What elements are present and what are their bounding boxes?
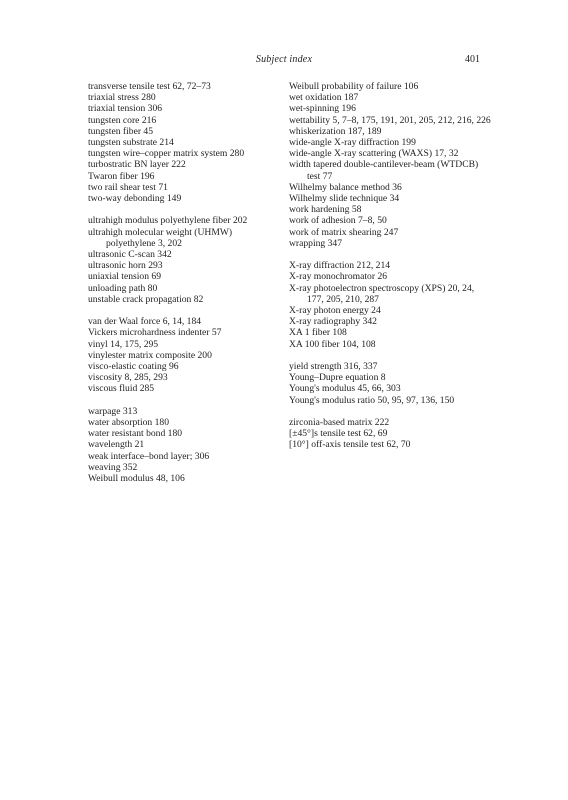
index-column-left — [88, 81, 288, 484]
index-entry: work of matrix shearing 247 — [289, 226, 399, 238]
index-entry: vinylester matrix composite 200 — [88, 349, 212, 361]
index-entry: work hardening 58 — [289, 204, 362, 216]
index-entry: XA 100 fiber 104, 108 — [289, 338, 376, 350]
index-entry: X-ray radiography 342 — [289, 316, 377, 328]
index-entry: tungsten fiber 45 — [88, 125, 154, 137]
index-entry: uniaxial tension 69 — [88, 271, 162, 283]
group-gap — [289, 249, 494, 260]
index-entry: Twaron fiber 196 — [88, 170, 155, 182]
index-entry: transverse tensile test 62, 72–73 — [88, 81, 211, 92]
index-entry: warpage 313 — [88, 405, 138, 417]
page-header — [88, 54, 480, 70]
index-entry: width tapered double-cantilever-beam (WTDCB) test 77 — [289, 159, 479, 182]
index-entry: water absorption 180 — [88, 417, 169, 429]
index-entry: yield strength 316, 337 — [289, 361, 378, 373]
index-entry: Wilhelmy balance method 36 — [289, 181, 402, 193]
index-entry: vinyl 14, 175, 295 — [88, 338, 159, 350]
index-entry: Vickers microhardness indenter 57 — [88, 327, 222, 339]
index-entry: turbostratic BN layer 222 — [88, 159, 186, 171]
index-entry: [10°] off-axis tensile test 62, 70 — [289, 439, 411, 451]
running-head: Subject index — [255, 54, 313, 65]
index-entry: wide-angle X-ray diffraction 199 — [289, 137, 416, 149]
index-entry: unstable crack propagation 82 — [88, 293, 204, 305]
index-entry: Young's modulus 45, 66, 303 — [289, 383, 401, 395]
index-entry: van der Waal force 6, 14, 184 — [88, 316, 202, 328]
index-entry: [±45°]s tensile test 62, 69 — [289, 428, 388, 440]
index-entry: ultrasonic horn 293 — [88, 260, 163, 272]
index-entry: XA 1 fiber 108 — [289, 327, 347, 339]
index-entry: two-way debonding 149 — [88, 193, 182, 205]
index-entry: whiskerization 187, 189 — [289, 125, 382, 137]
group-gap — [88, 305, 288, 316]
index-entry: water resistant bond 180 — [88, 428, 183, 440]
index-entry: X-ray photoelectron spectroscopy (XPS) 20, 24, 177, 205, 210, 287 — [289, 282, 475, 305]
index-column-right — [289, 81, 494, 451]
index-entry: wet oxidation 187 — [289, 92, 359, 104]
index-entry: ultrahigh molecular weight (UHMW) polyethylene 3, 202 — [88, 226, 233, 249]
index-entry: ultrasonic C-scan 342 — [88, 249, 172, 261]
index-entry: wettability 5, 7–8, 175, 191, 201, 205, 212, 216, 226 — [289, 114, 491, 126]
index-entry: wrapping 347 — [289, 237, 343, 249]
page-number: 401 — [465, 54, 480, 65]
index-entry: X-ray photon energy 24 — [289, 305, 381, 317]
index-entry: two rail shear test 71 — [88, 181, 168, 193]
index-entry: Weibull probability of failure 106 — [289, 81, 419, 92]
index-entry: weak interface–bond layer; 306 — [88, 450, 210, 462]
index-entry: Young's modulus ratio 50, 95, 97, 136, 150 — [289, 394, 455, 406]
index-entry: viscosity 8, 285, 293 — [88, 372, 168, 384]
group-gap — [88, 395, 288, 406]
index-entry: triaxial stress 280 — [88, 92, 156, 104]
index-entry: weaving 352 — [88, 461, 138, 473]
index-entry: Young–Dupre equation 8 — [289, 372, 386, 384]
index-entry: viscous fluid 285 — [88, 383, 155, 395]
index-entry: tungsten core 216 — [88, 114, 157, 126]
index-entry: triaxial tension 306 — [88, 103, 163, 115]
index-entry: X-ray diffraction 212, 214 — [289, 260, 391, 272]
group-gap — [88, 204, 288, 215]
index-entry: visco-elastic coating 96 — [88, 361, 179, 373]
index-entry: wide-angle X-ray scattering (WAXS) 17, 32 — [289, 148, 459, 160]
group-gap — [289, 350, 494, 361]
index-entry: wet-spinning 196 — [289, 103, 356, 115]
index-entry: X-ray monochromator 26 — [289, 271, 388, 283]
index-entry: Wilhelmy slide technique 34 — [289, 193, 400, 205]
index-entry: unloading path 80 — [88, 282, 158, 294]
group-gap — [289, 406, 494, 417]
index-entry: tungsten substrate 214 — [88, 137, 174, 149]
index-entry: ultrahigh modulus polyethylene fiber 202 — [88, 215, 248, 227]
index-entry: work of adhesion 7–8, 50 — [289, 215, 387, 227]
index-entry: wavelength 21 — [88, 439, 145, 451]
index-entry: tungsten wire–copper matrix system 280 — [88, 148, 245, 160]
index-entry: Weibull modulus 48, 106 — [88, 473, 185, 485]
index-entry: zirconia-based matrix 222 — [289, 417, 390, 429]
